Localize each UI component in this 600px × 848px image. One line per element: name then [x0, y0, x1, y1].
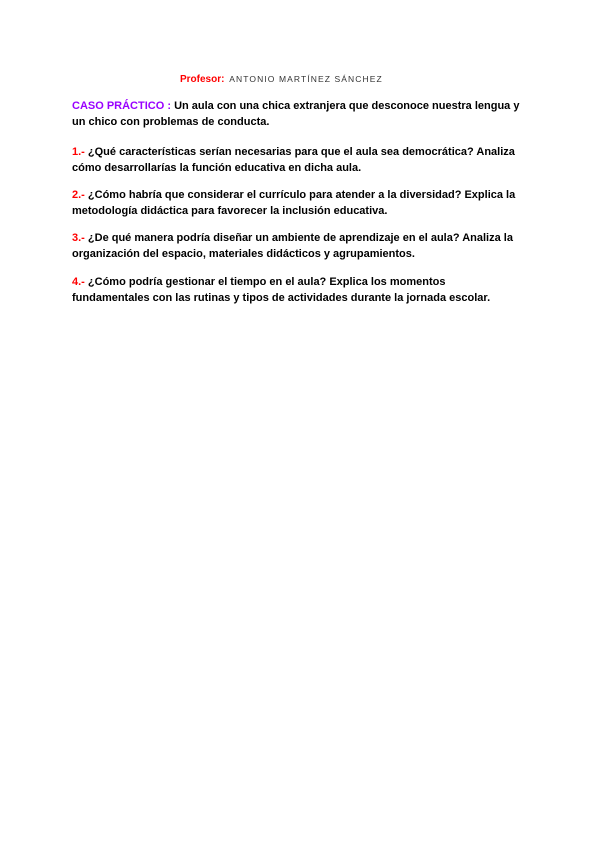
question-3: [72, 230, 532, 262]
question-4-text-2: fundamentales con las rutinas y tipos de actividades durante la jornada escolar.: [72, 292, 491, 304]
question-2-text-1: ¿Cómo habría que considerar el currículo para atender a la diversidad? Explica la: [87, 189, 516, 201]
question-2: [72, 187, 532, 219]
question-2-text-2: metodología didáctica para favorecer la inclusión educativa.: [72, 205, 388, 217]
question-1: [72, 144, 532, 176]
question-3-line-1: [72, 230, 532, 246]
question-4: [72, 274, 532, 306]
case-study-title: CASO PRÁCTICO :: [72, 100, 171, 112]
case-study-text-1: Un aula con una chica extranjera que desconoce nuestra lengua y: [174, 100, 520, 112]
case-study-text-2: un chico con problemas de conducta.: [72, 116, 270, 128]
question-3-text-2: organización del espacio, materiales didácticos y agrupamientos.: [72, 248, 415, 260]
question-3-number: 3.-: [72, 232, 85, 244]
professor-label: Profesor:: [180, 74, 225, 85]
question-1-text-1: ¿Qué características serían necesarias para que el aula sea democrática? Analiza: [87, 146, 515, 158]
professor-header: [180, 72, 383, 87]
question-1-number: 1.-: [72, 146, 85, 158]
case-study-line-1: [72, 98, 532, 114]
question-2-line-1: [72, 187, 532, 203]
question-4-number: 4.-: [72, 276, 85, 288]
question-4-line-1: [72, 274, 532, 290]
question-3-text-1: ¿De qué manera podría diseñar un ambiente de aprendizaje en el aula? Analiza la: [87, 232, 513, 244]
question-1-line-1: [72, 144, 532, 160]
question-4-text-1: ¿Cómo podría gestionar el tiempo en el aula? Explica los momentos: [87, 276, 446, 288]
question-2-number: 2.-: [72, 189, 85, 201]
question-1-text-2: cómo desarrollarías la función educativa en dicha aula.: [72, 162, 362, 174]
professor-name: ANTONIO MARTÍNEZ SÁNCHEZ: [229, 74, 383, 84]
case-study-block: [72, 98, 532, 130]
